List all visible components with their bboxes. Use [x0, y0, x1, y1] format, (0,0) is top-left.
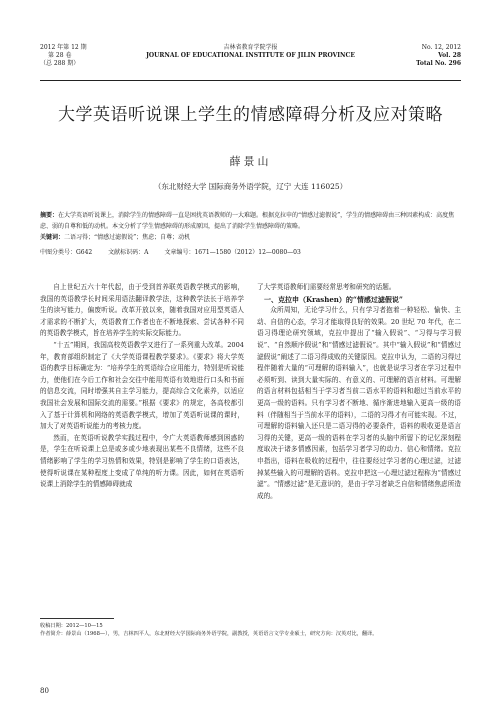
- total-no-en: Total No. 296: [416, 60, 461, 67]
- issue-info-en: [416, 44, 461, 68]
- classification-meta: [40, 247, 461, 256]
- journal-name-cn: 吉林省教育学院学报: [223, 44, 278, 51]
- paragraph: 众所周知，无论学习什么，只有学习者抱着一种轻松、愉快、主动、自信的心态，学习才能取得良好的效果。20 世纪 70 年代，在二语习得理论研究领域，克拉申提出了“输入假说”、“习得与学习假说”、“自然顺序假说”和“情感过滤假说”。其中“输入假说”和“情感过滤假说”阐述了二语习得成败的关键原因。克拉申认为，二语的习得过程伴随着大量的“可理解的语料输入”，也就是说学习者在学习过程中必须听到、读到大量实际的、有意义的、可理解的语言材料。可理解的语言材料包括相当于学习者当前二语水平的语料和超过当前水平的更高一级的语料。只有学习者不断地、循序渐进地输入更高一级的语料（伴随相当于当前水平的语料），二语的习得才有可能实现。不过，可理解的语料输入还只是二语习得的必要条件，语料的吸收更是语言习得的关键，更高一级的语料在学习者的头脑中所留下的记忆深刻程度取决于诸多情感因素，包括学习者学习的动力、信心和情绪。克拉申指出，语料在吸收的过程中，往往要经过学习者的心理过滤，过滤掉某些输入的可理解的语料。克拉申把这一心理过滤过程称为“情感过滤”。“情感过滤”是无意识的，是由于学习者缺乏自信和情绪焦虑所造成的。: [257, 306, 461, 500]
- paragraph: 然而，在英语听说教学实践过程中，令广大英语教师感到困惑的是，学生在听说课上总是或多或少地表现出某些不良情绪，这些不良情绪影响了学生的学习热情和效果，特别是影响了学生的口语表达，使得听说课在某种程度上变成了单纯的听力课。因此，如何在英语听说课上消除学生的情感障碍就成: [40, 433, 244, 489]
- journal-name-en: JOURNAL OF EDUCATIONAL INSTITUTE OF JILIN PROVINCE: [146, 52, 355, 59]
- article-number: 文章编号：1671—1580（2012）12—0080—03: [164, 249, 301, 256]
- author-affiliation: （东北财经大学 国际商务外语学院，辽宁 大连 116025）: [153, 182, 348, 191]
- header-rule: [40, 80, 461, 81]
- author-bio: 作者简介：薛景山（1968—），男，吉林四平人，东北财经大学国际商务外语学院，副教授，英语语言文学专业硕士，研究方向：汉英对比，翻译。: [40, 631, 378, 637]
- issue-year: 2012 年第 12 期: [40, 44, 87, 51]
- keywords-text: 二语习得；“情感过滤假说”；焦虑；自尊；动机: [64, 234, 191, 241]
- issue-volume: 第 28 卷: [48, 52, 72, 59]
- footnote-rule: [40, 618, 114, 619]
- abstract-label: 摘要：: [40, 212, 59, 219]
- body-column-right: [257, 282, 461, 502]
- issue-total: （总 288 期）: [40, 60, 80, 67]
- clc-number: 中图分类号：G642: [40, 249, 93, 256]
- document-code: 文献标识码：A: [108, 249, 149, 256]
- abstract-body: [40, 210, 461, 232]
- footnote: [40, 622, 461, 638]
- journal-name: [40, 44, 461, 60]
- keywords-label: 关键词：: [40, 234, 65, 241]
- volume-en: Vol. 28: [438, 52, 461, 59]
- paragraph: “十五”期间，我国高校英语教学又进行了一系列重大改革。2004 年，教育部组织制定了《大学英语课程教学要求》。《要求》将大学英语的教学目标确定为：“培养学生的英语综合应用能力，特别是听说能力，使他们在今后工作和社会交往中能用英语有效地进行口头和书面的信息交流，同时增强其自主学习能力，提高综合文化素养，以适应我国社会发展和国际交流的需要。”根据《要求》的规定，各高校都引入了基于计算机和网络的英语教学模式，增加了英语听说课的课时，加大了对英语听说能力的考核力度。: [40, 340, 244, 431]
- running-header: [40, 44, 461, 78]
- page-number: 80: [40, 687, 49, 695]
- paragraph: 自上世纪五六十年代起，由于受到首养联英语教学模式的影响，我国的英语教学长时间采用语法翻译教学法，这种教学法长于培养学生的读写能力，偏废听说。改革开放以来，随着我国对应用型英语人才需求的不断扩大，英语教育工作者也在不断地探索、尝试各种不同的英语教学模式，旨在培养学生的实际交际能力。: [40, 283, 244, 338]
- section-heading: 一、克拉申（Krashen）的“情感过滤假说”: [264, 294, 403, 304]
- keywords: [40, 232, 461, 243]
- paragraph: 了大学英语教师们需要经常思考和研究的话题。: [257, 283, 396, 291]
- article-title: 大学英语听说课上学生的情感障碍分析及应对策略: [58, 105, 443, 125]
- abstract: [40, 210, 461, 243]
- abstract-text: 在大学英语听说课上，消除学生的情感障碍一直是困扰英语教师的一大难题。根据克拉申的“情感过滤假说”，学生的情感障碍由三种因素构成：高度焦虑、弱的自尊和低的动机。本文分析了学生情感障碍的形成原因，提出了消除学生情感障碍的策略。: [40, 212, 455, 230]
- issue-no-en: No. 12, 2012: [421, 44, 461, 51]
- author-name: 薛景山: [229, 155, 272, 168]
- body-column-left: [40, 282, 244, 491]
- received-date: 收稿日期：2012—10—15: [40, 623, 103, 629]
